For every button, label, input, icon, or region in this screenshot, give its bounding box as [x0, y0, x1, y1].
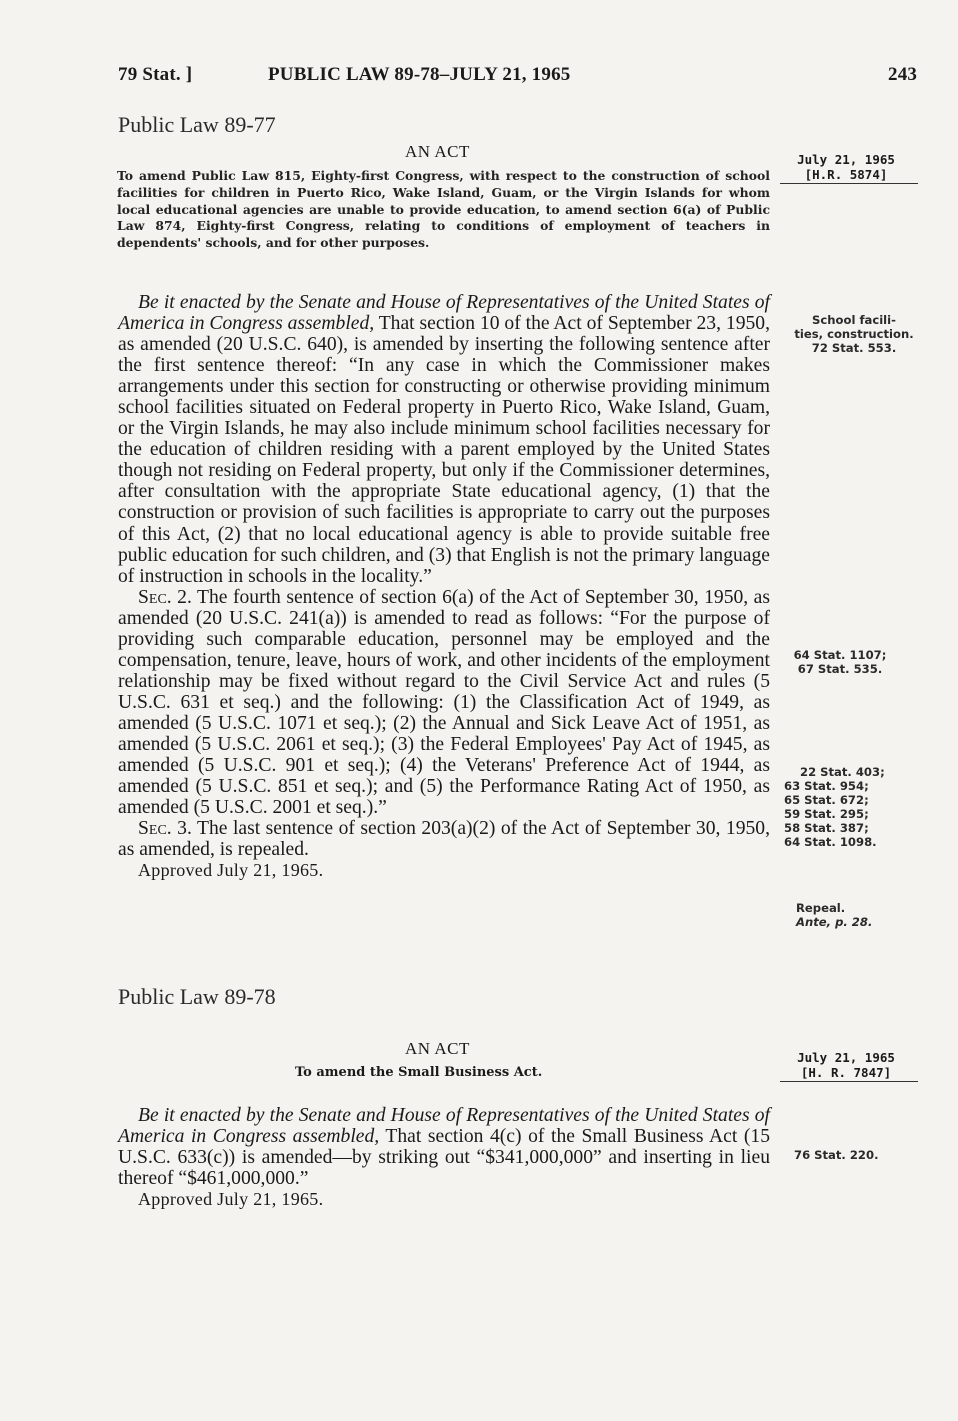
- margin-note-line: 59 Stat. 295;: [784, 807, 869, 821]
- act-purpose-1: To amend Public Law 815, Eighty-first Congress, with respect to the construction of school facilities for children in Puerto Rico, Wake Island, Guam, or the Virgin Islands for whom local educational agencies are unable to provide education, to amend section 6(a) of Public Law 874, Eighty-first Congress, relating to conditions of employment of teachers in dependents' schools, and for other purposes.: [117, 168, 770, 251]
- law1-sec3-text: The last sentence of section 203(a)(2) of the Act of September 30, 1950, as amended, is repealed.: [118, 818, 770, 861]
- law1-body: [118, 292, 770, 881]
- enacting-clause-1: Be it enacted by the Senate and House of Representatives of the United States of America in Congress assembled,: [118, 292, 770, 335]
- margin-note-line: ties, construction.: [794, 327, 914, 341]
- date-note-2-date: July 21, 1965: [797, 1050, 895, 1065]
- law-title-89-78: Public Law 89-78: [118, 984, 276, 1009]
- margin-note-line: 64 Stat. 1098.: [784, 835, 877, 849]
- margin-note-22-stat: [784, 765, 904, 849]
- margin-note-line: School facili-: [812, 313, 896, 327]
- law1-sec1-text: That section 10 of the Act of September 23, 1950, as amended (20 U.S.C. 640), is amended by inserting the following sentence after the first sentence thereof: “In any case in which the Commissioner makes arrangements under this section for constructing or otherwise providing minimum school facilities situated on Federal property in Puerto Rico, Wake Island, Guam, or the Virgin Islands, he may also include minimum school facilities necessary for the education of children residing with a parent employed by the United States though not residing on Federal property, but only if the Commissioner determines, after consultation with the appropriate State educational agency, (1) that the construction or provision of such facilities is appropriate to carry out the purposes of this Act, (2) that no local educational agency is able to provide suitable free public education for such children, and (3) that English is not the primary language of instruction in schools in the locality.”: [118, 313, 770, 587]
- law1-section-3: [118, 818, 770, 860]
- margin-note-line: Repeal.: [796, 901, 846, 915]
- margin-note-line: 63 Stat. 954;: [784, 779, 869, 793]
- date-note-1-date: July 21, 1965: [797, 152, 895, 167]
- date-note-2-rule: [780, 1081, 918, 1082]
- running-head-volume: 79 Stat. ]: [118, 64, 193, 85]
- margin-note-line: Ante, p. 28.: [796, 915, 873, 929]
- margin-note-line: 58 Stat. 387;: [784, 821, 869, 835]
- running-head-title: PUBLIC LAW 89-78–JULY 21, 1965: [268, 64, 571, 85]
- margin-note-line: 72 Stat. 553.: [811, 341, 897, 355]
- margin-note-76-stat: [794, 1148, 904, 1162]
- margin-note-line: 67 Stat. 535.: [797, 662, 883, 676]
- date-note-2: [786, 1050, 906, 1080]
- page-number: 243: [888, 64, 918, 85]
- sec2-label: Sec. 2.: [138, 586, 192, 608]
- law1-sec2-text: The fourth sentence of section 6(a) of the Act of September 30, 1950, as amended (20 U.S.C. 241(a)) is amended to read as follows: “For the purpose of providing such comparable education, personnel may be employed and the compensation, tenure, leave, hours of work, and other incidents of the employment relationship may be fixed without regard to the Civil Service Act and rules (5 U.S.C. 631 et seq.) and the following: (1) the Classification Act of 1949, as amended (5 U.S.C. 1071 et seq.); (2) the Annual and Sick Leave Act of 1951, as amended (5 U.S.C. 2061 et seq.); (3) the Federal Employees' Pay Act of 1945, as amended (5 U.S.C. 901 et seq.); (4) the Veterans' Preference Act of 1944, as amended (5 U.S.C. 851 et seq.); and (5) the Performance Rating Act of 1950, as amended (5 U.S.C. 2001 et seq.).”: [118, 586, 770, 819]
- approved-line-2: Approved July 21, 1965.: [138, 1189, 324, 1210]
- date-note-1-bill: [H.R. 5874]: [804, 167, 888, 182]
- act-purpose-2: To amend the Small Business Act.: [295, 1065, 543, 1080]
- law1-section-2: [118, 587, 770, 819]
- an-act-heading-2: AN ACT: [405, 1039, 470, 1058]
- margin-note-repeal: [796, 901, 906, 929]
- an-act-heading-1: AN ACT: [405, 142, 470, 161]
- law1-section-1: [118, 292, 770, 587]
- enacting-clause-2: Be it enacted by the Senate and House of Representatives of the United States of America in Congress assembled,: [118, 1105, 770, 1148]
- margin-note-line: 22 Stat. 403;: [800, 765, 885, 779]
- date-note-2-bill: [H. R. 7847]: [800, 1065, 892, 1080]
- law2-section-1: [118, 1105, 770, 1189]
- law-title-89-77: Public Law 89-77: [118, 112, 276, 137]
- law2-sec1-text: That section 4(c) of the Small Business Act (15 U.S.C. 633(c)) is amended—by striking out “$341,000,000” and inserting in lieu thereof “$461,000,000.”: [118, 1126, 770, 1190]
- law2-body: [118, 1105, 770, 1210]
- margin-note-64-stat: [780, 648, 900, 676]
- date-note-1-rule: [780, 183, 918, 184]
- margin-note-line: 76 Stat. 220.: [794, 1148, 879, 1162]
- sec3-label: Sec. 3.: [138, 818, 192, 840]
- margin-note-line: 64 Stat. 1107;: [793, 648, 887, 662]
- approved-line-1: Approved July 21, 1965.: [138, 860, 324, 881]
- margin-note-line: 65 Stat. 672;: [784, 793, 869, 807]
- date-note-1: [786, 152, 906, 182]
- margin-note-school-facilities: [784, 313, 924, 355]
